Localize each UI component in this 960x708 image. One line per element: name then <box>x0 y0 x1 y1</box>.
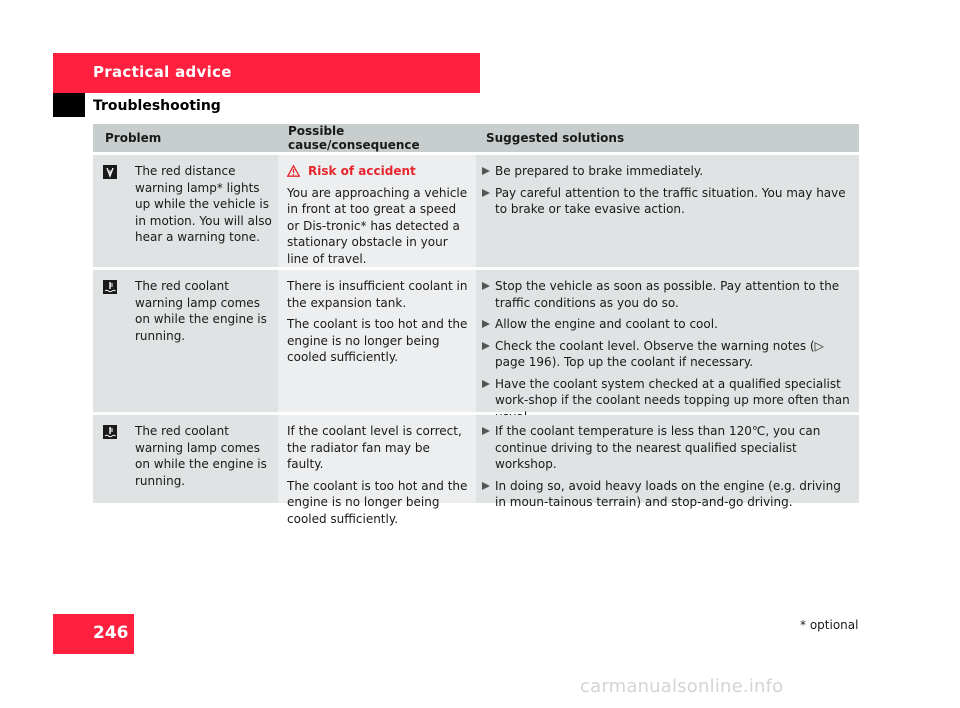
problem-cell <box>93 415 278 503</box>
arrow-icon <box>482 316 495 333</box>
cause-text: If the coolant level is correct, the radiator fan may be faulty. <box>287 424 462 471</box>
cause-text: You are approaching a vehicle in front at too great a speed or Dis-tronic* has detected a stationary obstacle in your line of travel. <box>287 185 468 266</box>
section-title: Practical advice <box>93 63 232 81</box>
solution-text: Stop the vehicle as soon as possible. Pay attention to the traffic conditions as you do so. <box>495 279 840 310</box>
problem-text: The red coolant warning lamp comes on while the engine is running. <box>135 279 267 343</box>
cause-cell <box>278 415 476 526</box>
table-row <box>93 155 859 267</box>
distance-warning-lamp-icon <box>103 163 135 259</box>
problem-cell <box>93 155 278 267</box>
warning-triangle-icon <box>287 165 300 177</box>
solutions-cell <box>476 270 859 412</box>
arrow-icon <box>482 338 495 371</box>
problem-text: The red distance warning lamp* lights up while the vehicle is in motion. You will also hear a warning tone. <box>135 164 272 244</box>
solution-text: If the coolant temperature is less than 120℃, you can continue driving to the nearest qualified specialist workshop. <box>495 424 821 471</box>
solution-item <box>482 478 855 511</box>
column-header-problem: Problem <box>105 131 162 145</box>
solution-text: Allow the engine and coolant to cool. <box>495 317 718 331</box>
page-number-box <box>53 614 134 654</box>
troubleshooting-table <box>93 124 859 526</box>
solution-text: Have the coolant system checked at a qualified specialist work-shop if the coolant needs topping up more often than <box>495 376 850 407</box>
table-row <box>93 270 859 412</box>
section-marker <box>53 93 85 117</box>
cause-text: The coolant is too hot and the engine is no longer being cooled sufficiently. <box>287 317 468 364</box>
solution-text: Check the coolant level. Observe the warning notes (▷ page 196). Top up the coolant if necessary. <box>495 338 824 369</box>
solution-text: Pay careful attention to the traffic situation. You may have to brake or take evasive action. <box>495 185 846 216</box>
column-header-solutions: Suggested solutions <box>486 131 625 145</box>
solution-item <box>482 423 855 473</box>
table-row <box>93 415 859 526</box>
page-subtitle: Troubleshooting <box>93 98 221 114</box>
arrow-icon <box>482 278 495 311</box>
risk-warning <box>287 163 470 180</box>
arrow-icon <box>482 423 495 473</box>
section-header-bar <box>53 53 480 93</box>
arrow-icon <box>482 478 495 511</box>
page-number: 246 <box>93 623 129 643</box>
risk-warning-label: Risk of accident <box>308 164 416 178</box>
coolant-warning-lamp-icon <box>103 423 135 495</box>
solution-item <box>482 278 855 311</box>
arrow-icon <box>482 163 495 180</box>
watermark: carmanualsonline.info <box>580 676 784 697</box>
problem-text: The red coolant warning lamp comes on while the engine is running. <box>135 424 267 488</box>
cause-cell <box>278 155 476 267</box>
optional-footnote: * optional <box>800 618 859 632</box>
column-header-cause: Possible cause/consequence <box>288 124 420 152</box>
cause-text: There is insufficient coolant in the expansion tank. <box>287 279 468 310</box>
cause-text: The coolant is too hot and the engine is no longer being cooled sufficiently. <box>287 478 468 526</box>
coolant-warning-lamp-icon <box>103 278 135 404</box>
solution-text: In doing so, avoid heavy loads on the engine (e.g. driving in moun-tainous terrain) and stop-and-go driving. <box>495 478 841 509</box>
solutions-cell <box>476 415 859 509</box>
solutions-cell <box>476 155 859 267</box>
solution-text: Be prepared to brake immediately. <box>495 164 704 178</box>
solution-item <box>482 316 855 333</box>
arrow-icon <box>482 185 495 218</box>
cause-cell <box>278 270 476 412</box>
solution-item <box>482 163 855 180</box>
table-header <box>93 124 859 152</box>
solution-item <box>482 338 855 371</box>
problem-cell <box>93 270 278 412</box>
solution-item <box>482 185 855 218</box>
